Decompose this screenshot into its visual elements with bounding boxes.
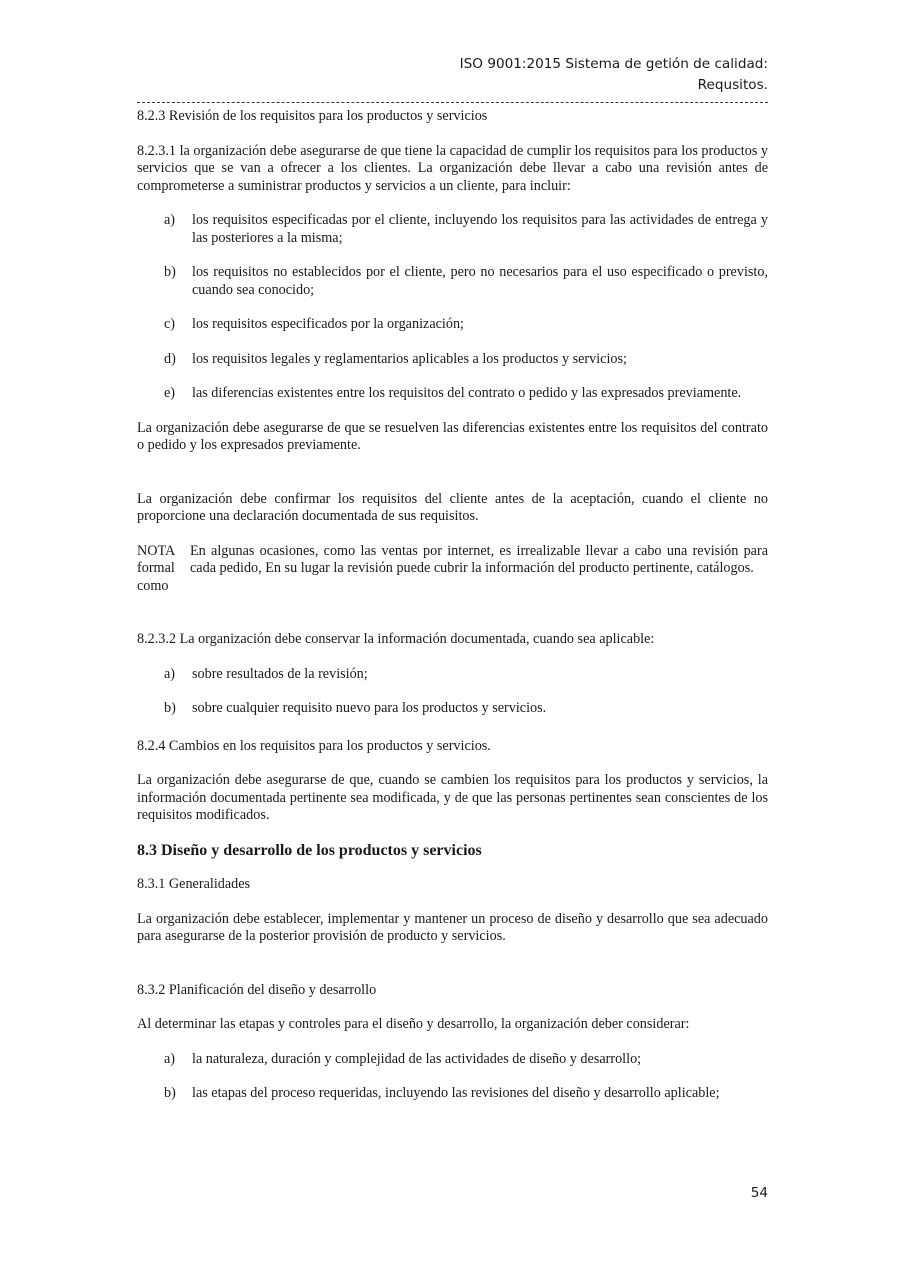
list-marker: e) [164, 385, 176, 401]
list-item [137, 385, 768, 403]
note-text: En algunas ocasiones, como las ventas por internet, es irrealizable llevar a cabo una revisión para cada pedido, En su lugar la revisión puede cubrir la información del producto pertinente, catálogos. [190, 542, 768, 576]
list-text: los requisitos especificados por la organización; [192, 316, 464, 332]
list-marker: a) [164, 1050, 176, 1067]
paragraph-831: La organización debe establecer, implementar y mantener un proceso de diseño y desarrollo que sea adecuado para asegurarse de la posterior provisión de producto y servicios. [137, 910, 768, 944]
list-marker: a) [164, 212, 176, 228]
section-title-824: 8.2.4 Cambios en los requisitos para los productos y servicios. [137, 737, 491, 754]
list-text: las etapas del proceso requeridas, incluyendo las revisiones del diseño y desarrollo aplicable; [192, 1085, 720, 1101]
page-number: 54 [750, 1185, 768, 1201]
planning-list [137, 1051, 768, 1103]
paragraph-824: La organización debe asegurarse de que, cuando se cambien los requisitos para los productos y servicios, la información documentada pertinente sea modificada, y de que las personas pertinentes sean conscientes de los requisitos modificados. [137, 772, 768, 823]
list-text: los requisitos legales y reglamentarios aplicables a los productos y servicios; [192, 350, 627, 367]
list-marker: c) [164, 316, 176, 332]
list-text: sobre cualquier requisito nuevo para los productos y servicios. [192, 700, 547, 716]
list-item [137, 316, 768, 334]
list-item [137, 351, 768, 369]
paragraph-832: Al determinar las etapas y controles para el diseño y desarrollo, la organización deber considerar: [137, 1016, 690, 1032]
section-heading-83: 8.3 Diseño y desarrollo de los productos y servicios [137, 841, 482, 859]
list-item [137, 700, 768, 718]
list-text: las diferencias existentes entre los requisitos del contrato o pedido y las expresados previamente. [192, 385, 742, 401]
list-text: los requisitos no establecidos por el cliente, pero no necesarios para el uso especificado o previsto, cuando sea conocido; [192, 264, 768, 298]
list-marker: a) [164, 665, 176, 682]
list-item [137, 666, 768, 684]
paragraph-8232: 8.2.3.2 La organización debe conservar la información documentada, cuando sea aplicable: [137, 631, 655, 647]
note-label: NOTA formal como [137, 542, 175, 594]
paragraph-differences: La organización debe asegurarse de que se resuelven las diferencias existentes entre los requisitos del contrato o pedido y los expresados previamente. [137, 419, 768, 453]
section-title-823: 8.2.3 Revisión de los requisitos para los productos y servicios [137, 108, 488, 124]
section-title-831: 8.3.1 Generalidades [137, 876, 251, 892]
note-block [137, 543, 768, 596]
paragraph-8231: 8.2.3.1 la organización debe asegurarse de que tiene la capacidad de cumplir los requisitos para los productos y servicios que se van a ofrecer a los clientes. La organización debe llevar a cabo una revisión antes de comprometerse a suministrar productos y servicios a un cliente, para incluir: [137, 142, 768, 194]
list-item [137, 212, 768, 247]
list-marker: b) [164, 700, 176, 716]
header-line-2: Requsitos. [697, 77, 768, 93]
retention-list [137, 666, 768, 718]
list-item [137, 264, 768, 299]
list-marker: b) [164, 1085, 176, 1101]
list-marker: d) [164, 350, 176, 367]
document-page [137, 54, 768, 1120]
list-text: sobre resultados de la revisión; [192, 665, 368, 682]
paragraph-confirm: La organización debe confirmar los requisitos del cliente antes de la aceptación, cuando el cliente no proporcione una declaración documentada de sus requisitos. [137, 490, 768, 524]
list-marker: b) [164, 264, 176, 280]
header-line-1: ISO 9001:2015 Sistema de getión de calidad: [459, 56, 768, 72]
list-text: la naturaleza, duración y complejidad de las actividades de diseño y desarrollo; [192, 1050, 642, 1067]
requirements-list [137, 212, 768, 403]
list-item [137, 1051, 768, 1069]
header-divider [137, 102, 768, 104]
list-item [137, 1085, 768, 1103]
section-title-832: 8.3.2 Planificación del diseño y desarrollo [137, 981, 377, 998]
running-header [137, 54, 768, 96]
list-text: los requisitos especificadas por el cliente, incluyendo los requisitos para las actividades de entrega y las posteriores a la misma; [192, 212, 768, 246]
